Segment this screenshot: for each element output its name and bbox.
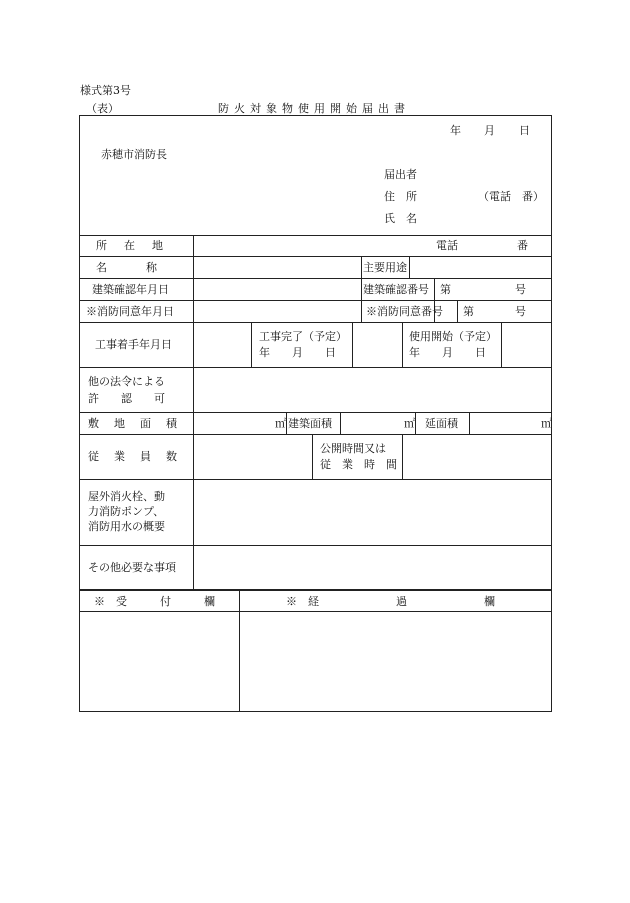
open-hours-label-2: 従 業 時 間 [320, 458, 397, 471]
build-conf-dai: 第 [440, 283, 451, 296]
side-label: （表） [86, 102, 119, 115]
date-month: 月 [484, 124, 495, 137]
form-number: 様式第3号 [80, 84, 131, 97]
site-area-unit: ㎡ [275, 417, 286, 430]
date-year: 年 [450, 124, 461, 137]
reception-header: ※ 受 付 欄 [94, 595, 215, 608]
other-law-label-2: 許 認 可 [88, 392, 165, 405]
hydrant-label-3: 消防用水の概要 [88, 520, 165, 533]
fire-agree-no-label: ※消防同意番号 [366, 305, 443, 318]
applicant-label: 届出者 [384, 168, 417, 181]
addressee: 赤穂市消防長 [101, 148, 167, 161]
fire-agree-dai: 第 [463, 305, 474, 318]
other-law-label-1: 他の法令による [88, 375, 165, 388]
other-matters-label: その他必要な事項 [88, 561, 176, 574]
work-start-label: 工事着手年月日 [95, 338, 172, 351]
work-done-label: 工事完了（予定） [259, 330, 347, 343]
build-conf-no-label: 建築確認番号 [363, 283, 429, 296]
progress-header: ※ 経 過 欄 [286, 595, 495, 608]
build-conf-go: 号 [515, 283, 526, 296]
name-label: 氏 名 [384, 212, 417, 225]
phone-paren: （電話 番） [478, 190, 544, 203]
address-label: 住 所 [384, 190, 417, 203]
site-area-label: 敷 地 面 積 [88, 417, 179, 430]
phone-ban-label: 番 [517, 239, 528, 252]
building-area-label: 建築面積 [288, 417, 332, 430]
hydrant-label-1: 屋外消火栓、動 [88, 490, 165, 503]
work-done-ymd: 年 月 日 [259, 346, 336, 359]
main-use-label: 主要用途 [363, 261, 407, 274]
use-start-ymd: 年 月 日 [409, 346, 486, 359]
date-day: 日 [519, 124, 530, 137]
phone-label: 電話 [436, 239, 458, 252]
fire-agree-go: 号 [515, 305, 526, 318]
location-label: 所 在 地 [96, 239, 166, 252]
office-use-frame [79, 590, 552, 712]
use-start-label: 使用開始（予定） [409, 330, 497, 343]
hydrant-label-2: 力消防ポンプ、 [88, 505, 165, 518]
open-hours-label-1: 公開時間又は [320, 442, 386, 455]
name-row-label: 名 称 [96, 261, 171, 274]
employees-label: 従 業 員 数 [88, 450, 179, 463]
build-conf-date-label: 建築確認年月日 [92, 283, 169, 296]
document-title: 防火対象物使用開始届出書 [218, 102, 410, 115]
fire-agree-date-label: ※消防同意年月日 [86, 305, 174, 318]
building-area-unit: ㎡ [404, 417, 415, 430]
floor-area-unit: ㎡ [541, 417, 552, 430]
floor-area-label: 延面積 [425, 417, 458, 430]
